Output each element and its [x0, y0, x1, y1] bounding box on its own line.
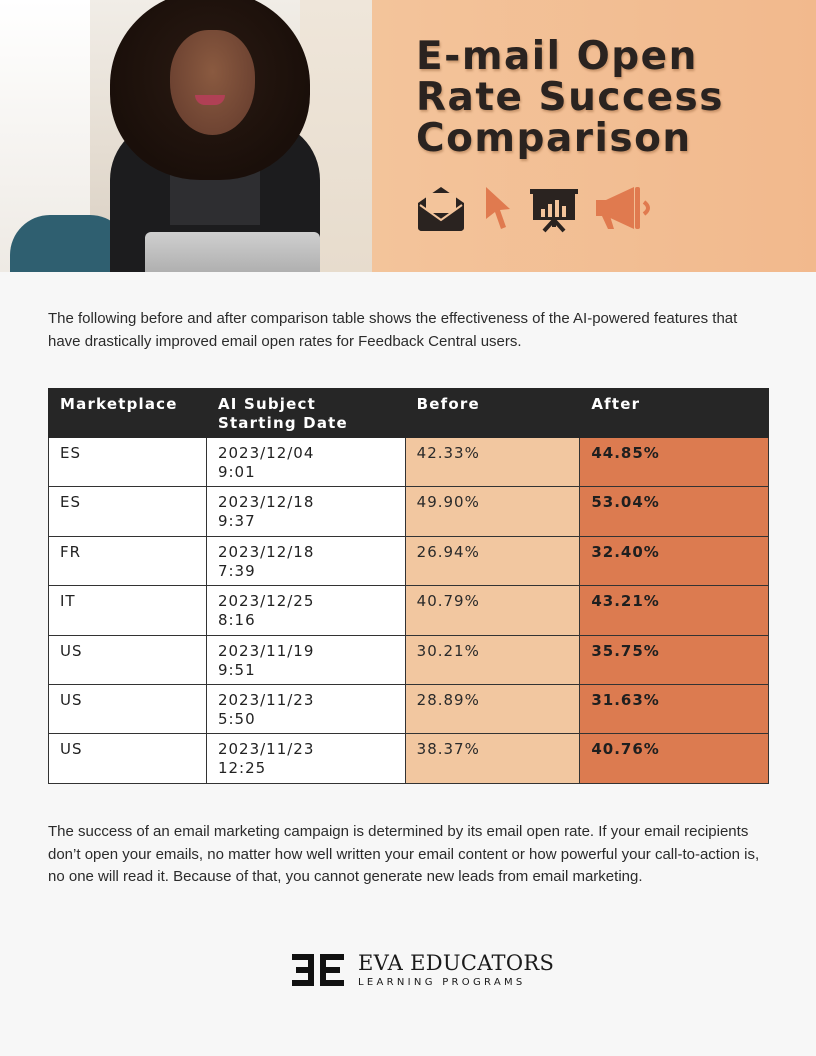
table-row — [49, 438, 769, 487]
cell-before: 28.89% — [405, 684, 580, 733]
table-row — [49, 586, 769, 635]
table-row — [49, 684, 769, 733]
header-before: Before — [405, 389, 580, 438]
cell-date — [206, 734, 405, 783]
comparison-table-wrapper — [48, 388, 769, 784]
table-row — [49, 734, 769, 783]
presentation-chart-icon — [528, 183, 580, 233]
cell-date — [206, 635, 405, 684]
cell-marketplace: IT — [49, 586, 207, 635]
time-value: 12:25 — [217, 759, 267, 778]
table-header-row — [49, 389, 769, 438]
cell-after: 32.40% — [580, 536, 769, 585]
cell-date — [206, 586, 405, 635]
cell-date — [206, 536, 405, 585]
intro-paragraph: The following before and after comparison table shows the effectiveness of the AI-powered features that have drastically improved email open rates for Feedback Central users. — [48, 310, 738, 350]
cell-after: 43.21% — [580, 586, 769, 635]
date-value: 2023/12/18 — [217, 542, 315, 561]
title-line: Comparison — [416, 116, 692, 161]
cell-before: 42.33% — [405, 438, 580, 487]
table-row — [49, 536, 769, 585]
date-value: 2023/11/19 — [217, 641, 315, 660]
header-marketplace: Marketplace — [49, 389, 207, 438]
cell-before: 49.90% — [405, 487, 580, 536]
footer-logo — [290, 950, 554, 990]
date-value: 2023/11/23 — [217, 740, 315, 759]
title-line: E-mail Open — [416, 34, 698, 79]
table-row — [49, 635, 769, 684]
time-value: 7:39 — [217, 561, 256, 580]
cell-marketplace: US — [49, 734, 207, 783]
cell-marketplace: US — [49, 635, 207, 684]
cell-marketplace: FR — [49, 536, 207, 585]
logo-subtitle: LEARNING PROGRAMS — [358, 977, 526, 988]
cell-date — [206, 438, 405, 487]
cell-before: 40.79% — [405, 586, 580, 635]
cell-after: 35.75% — [580, 635, 769, 684]
cell-before: 30.21% — [405, 635, 580, 684]
time-value: 8:16 — [217, 611, 256, 630]
megaphone-icon — [594, 183, 656, 233]
time-value: 5:50 — [217, 709, 256, 728]
cell-before: 38.37% — [405, 734, 580, 783]
cell-after: 44.85% — [580, 438, 769, 487]
date-value: 2023/12/25 — [217, 592, 315, 611]
cell-before: 26.94% — [405, 536, 580, 585]
table-row — [49, 487, 769, 536]
date-value: 2023/12/04 — [217, 444, 315, 462]
cell-date — [206, 684, 405, 733]
time-value: 9:51 — [217, 660, 256, 679]
title-line: Rate Success — [416, 75, 724, 120]
comparison-table — [48, 388, 769, 784]
cell-marketplace: US — [49, 684, 207, 733]
date-value: 2023/12/18 — [217, 493, 315, 512]
envelope-icon — [414, 183, 468, 233]
cell-date — [206, 487, 405, 536]
logo-name: EVA EDUCATORS — [358, 951, 555, 975]
hero-photo — [0, 0, 372, 272]
time-value: 9:37 — [217, 512, 256, 531]
header-start-date: AI Subject Starting Date — [206, 389, 405, 438]
header-after: After — [580, 389, 769, 438]
cell-marketplace: ES — [49, 438, 207, 487]
page-title — [416, 36, 796, 159]
cursor-icon — [482, 183, 514, 233]
cell-after: 40.76% — [580, 734, 769, 783]
logo-text — [358, 952, 554, 988]
eva-educators-logo-mark-icon — [290, 952, 346, 988]
date-value: 2023/11/23 — [217, 690, 315, 709]
outro-paragraph: The success of an email marketing campaign is determined by its email open rate. If your email recipients don’t open your emails, no matter how well written your email content or how powerful your call-to-action is, no one will read it. Because of that, you cannot generate new leads from email marketing. — [48, 823, 760, 885]
hero-icon-row — [414, 182, 656, 234]
table-body — [49, 438, 769, 784]
cell-marketplace: ES — [49, 487, 207, 536]
time-value: 9:01 — [217, 463, 256, 481]
cell-after: 31.63% — [580, 684, 769, 733]
hero-banner — [0, 0, 816, 272]
cell-after: 53.04% — [580, 487, 769, 536]
